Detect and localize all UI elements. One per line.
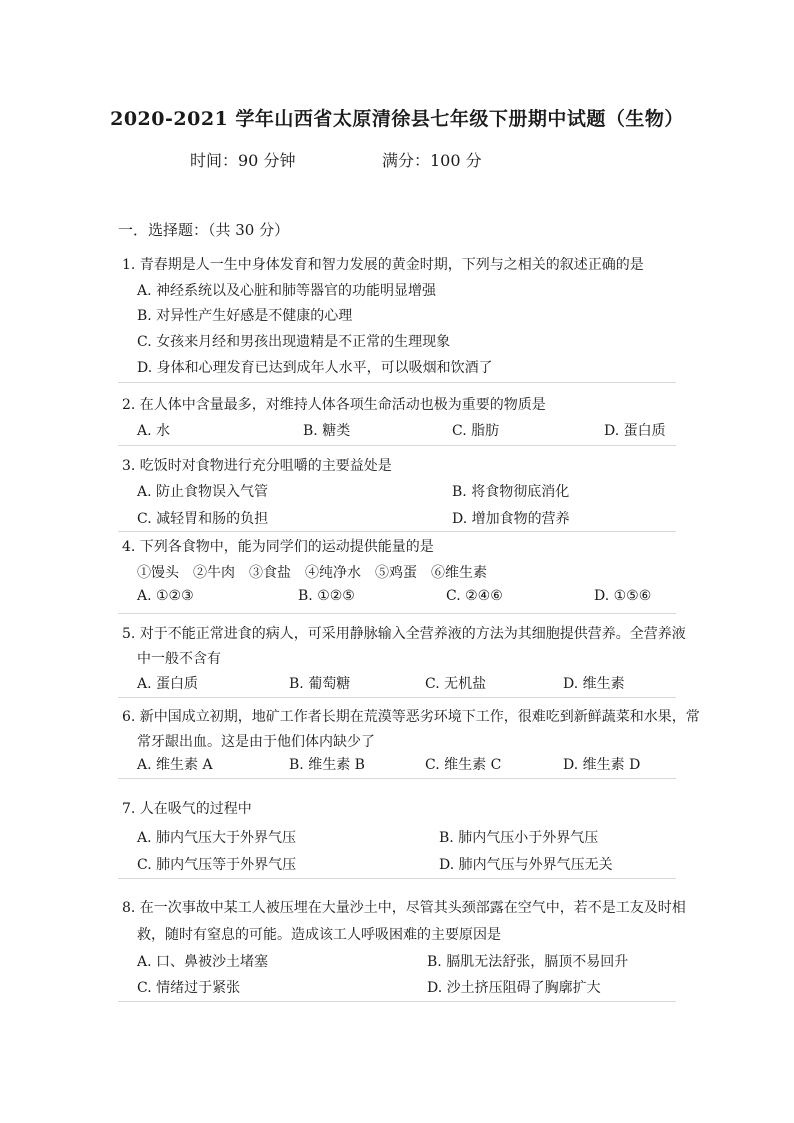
question-5-stem-line-1: 5. 对于不能正常进食的病人，可采用静脉输入全营养液的方法为其细胞提供营养。全营养液 (122, 626, 686, 642)
question-8-option-a: A. 口、鼻被沙土堵塞 (137, 954, 269, 970)
question-7-option-d: D. 肺内气压与外界气压无关 (439, 857, 613, 873)
question-5-option-b: B. 葡萄糖 (289, 676, 351, 692)
question-8-option-d: D. 沙土挤压阻碍了胸廓扩大 (427, 980, 601, 996)
question-6-option-c: C. 维生素 C (425, 757, 502, 773)
question-8-stem-line-1: 8. 在一次事故中某工人被压埋在大量沙土中，尽管其头颈部露在空气中，若不是工友及时相 (122, 900, 686, 916)
question-3-option-c: C. 减轻胃和肠的负担 (137, 511, 269, 527)
question-6-option-d: D. 维生素 D (563, 757, 641, 773)
question-6-stem-line-1: 6. 新中国成立初期，地矿工作者长期在荒漠等恶劣环境下工作，很难吃到新鲜蔬菜和水果，常 (122, 709, 700, 725)
question-7-option-c: C. 肺内气压等于外界气压 (137, 857, 297, 873)
question-8-option-c: C. 情绪过于紧张 (137, 980, 241, 996)
divider (118, 1001, 676, 1002)
question-1-option-a: A. 神经系统以及心脏和肺等器官的功能明显增强 (137, 283, 437, 299)
question-6-option-b: B. 维生素 B (289, 757, 365, 773)
question-3-stem: 3. 吃饭时对食物进行充分咀嚼的主要益处是 (122, 458, 392, 474)
question-2-option-c: C. 脂肪 (452, 423, 500, 439)
divider (118, 382, 676, 383)
question-4-option-b: B. ①②⑤ (298, 588, 355, 604)
question-4-option-c: C. ②④⑥ (446, 588, 503, 604)
section-heading: 一．选择题：（共 30 分） (118, 221, 290, 239)
question-1-option-b: B. 对异性产生好感是不健康的心理 (137, 308, 353, 324)
divider (118, 613, 676, 614)
question-3-option-a: A. 防止食物误入气管 (137, 484, 269, 500)
question-1-option-c: C. 女孩来月经和男孩出现遗精是不正常的生理现象 (137, 334, 451, 350)
question-7-option-a: A. 肺内气压大于外界气压 (137, 830, 297, 846)
divider (118, 778, 676, 779)
question-2-stem: 2. 在人体中含量最多，对维持人体各项生命活动也极为重要的物质是 (122, 397, 546, 413)
page-title: 2020-2021 学年山西省太原清徐县七年级下册期中试题（生物） (110, 108, 684, 130)
question-7-option-b: B. 肺内气压小于外界气压 (439, 830, 599, 846)
question-8-option-b: B. 膈肌无法舒张，膈顶不易回升 (427, 954, 629, 970)
question-3-option-d: D. 增加食物的营养 (452, 511, 570, 527)
divider (118, 878, 676, 879)
question-4-option-d: D. ①⑤⑥ (594, 588, 652, 604)
question-4-option-a: A. ①②③ (137, 588, 194, 604)
full-score: 满分：100 分 (382, 151, 482, 170)
question-6-stem-line-2: 常牙龈出血。这是由于他们体内缺少了 (137, 734, 375, 750)
question-5-stem-line-2: 中一般不含有 (137, 651, 221, 667)
question-4-food-list: ①馒头 ②牛肉 ③食盐 ④纯净水 ⑤鸡蛋 ⑥维生素 (137, 565, 487, 581)
question-7-stem: 7. 人在吸气的过程中 (122, 801, 252, 817)
divider (118, 531, 676, 532)
exam-time: 时间：90 分钟 (190, 151, 296, 170)
question-2-option-d: D. 蛋白质 (604, 423, 666, 439)
question-5-option-c: C. 无机盐 (425, 676, 487, 692)
divider (118, 697, 676, 698)
question-1-option-d: D. 身体和心理发育已达到成年人水平，可以吸烟和饮酒了 (137, 360, 493, 376)
divider (118, 445, 676, 446)
question-2-option-b: B. 糖类 (303, 423, 351, 439)
question-2-option-a: A. 水 (137, 423, 171, 439)
question-3-option-b: B. 将食物彻底消化 (452, 484, 570, 500)
question-5-option-d: D. 维生素 (563, 676, 625, 692)
question-5-option-a: A. 蛋白质 (137, 676, 199, 692)
question-1-stem: 1. 青春期是人一生中身体发育和智力发展的黄金时期，下列与之相关的叙述正确的是 (122, 257, 644, 273)
question-4-stem: 4. 下列各食物中，能为同学们的运动提供能量的是 (122, 539, 434, 555)
question-8-stem-line-2: 救，随时有窒息的可能。造成该工人呼吸困难的主要原因是 (137, 927, 501, 943)
question-6-option-a: A. 维生素 A (137, 757, 213, 773)
